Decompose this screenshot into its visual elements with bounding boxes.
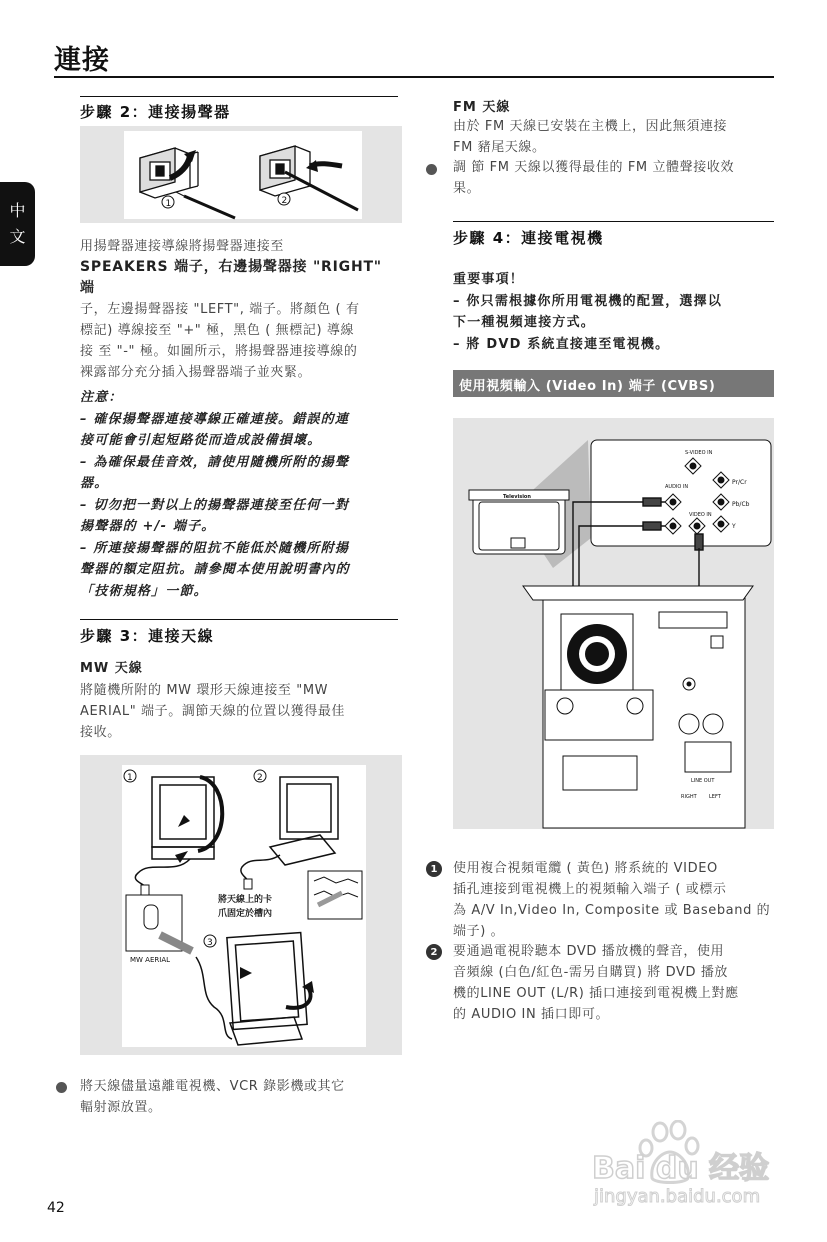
- item1-line-2: 插孔連接到電視機上的視頻輸入端子 ( 或標示: [453, 882, 727, 897]
- speaker-figure-label-2: 2: [281, 196, 288, 206]
- mw-line-3: 接收。: [80, 725, 121, 740]
- fm-bullet-line-2: 果。: [453, 181, 481, 196]
- speaker-figure: [80, 126, 402, 223]
- page-title: 連接: [54, 45, 110, 76]
- mw-line-2: AERIAL" 端子。調節天線的位置以獲得最佳: [80, 704, 346, 719]
- item2-line-4: 的 AUDIO IN 插口即可。: [453, 1007, 610, 1022]
- television-label: Television: [503, 494, 531, 500]
- baidu-url-text: jingyan.baidu.com: [594, 1186, 761, 1207]
- note-line-10: 「技術規格」一節。: [80, 583, 208, 599]
- item2-line-1: 要通過電視聆聽本 DVD 播放機的聲音，使用: [453, 944, 725, 959]
- antenna-label-1: 1: [127, 773, 133, 783]
- step2-line-2-text: SPEAKERS 端子，右邊揚聲器接 "RIGHT" 端: [80, 259, 382, 296]
- antenna-bullet-line-2: 輻射源放置。: [80, 1100, 162, 1115]
- cvbs-section-bar: 使用視頻輸入 (Video In) 端子 (CVBS): [453, 370, 774, 397]
- fm-bullet-icon: [426, 164, 437, 175]
- step2-line-3: 子，左邊揚聲器接 "LEFT", 端子。將顏色 ( 有: [80, 302, 360, 317]
- antenna-bullet-icon: [56, 1082, 67, 1093]
- step2-body: [80, 236, 398, 383]
- note-line-9: 聲器的額定阻抗。請參閱本使用說明書內的: [80, 562, 350, 577]
- tv-connection-figure: [453, 418, 774, 829]
- mw-heading: MW 天線: [80, 661, 143, 676]
- antenna-label-2: 2: [257, 773, 263, 783]
- note-line-6: – 切勿把一對以上的揚聲器連接至任何一對: [80, 497, 350, 513]
- language-side-tab: [0, 182, 35, 266]
- important-line-2: – 你只需根據你所用電視機的配置，選擇以: [453, 293, 723, 309]
- step4-rule: [453, 221, 774, 222]
- note-line-1: 注意：: [80, 390, 123, 405]
- antenna-caption-line-2: 爪固定於槽內: [218, 909, 273, 919]
- fm-bullet-text: [453, 157, 773, 199]
- note-line-5: 器。: [80, 476, 109, 491]
- step2-heading: 步驟 2：連接揚聲器: [80, 103, 231, 121]
- important-line-4: – 將 DVD 系統直接連至電視機。: [453, 336, 670, 352]
- item1-line-4: 端子) 。: [453, 924, 505, 939]
- y-label: Y: [732, 523, 736, 530]
- baidu-paw-logo: [590, 1120, 790, 1210]
- step4-item1: [453, 858, 775, 942]
- step2-line-5: 接 至 "-" 極。如圖所示，將揚聲器連接導線的: [80, 344, 358, 359]
- fm-line-1: 由於 FM 天線已安裝在主機上，因此無須連接: [453, 119, 728, 134]
- fm-heading: FM 天線: [453, 100, 511, 115]
- title-divider: [54, 76, 774, 78]
- step4-item2: [453, 941, 775, 1025]
- antenna-label-3: 3: [207, 938, 213, 948]
- important-line-3: 下一種視頻連接方式。: [453, 315, 596, 330]
- note-line-3: 接可能會引起短路從而造成設備損壞。: [80, 433, 322, 448]
- mw-body: [80, 680, 400, 743]
- important-line-1: 重要事項！: [453, 272, 525, 287]
- step2-notes: [80, 387, 400, 602]
- pr-cr-label: Pr/Cr: [732, 479, 747, 486]
- step-number-1-icon: 1: [426, 861, 442, 877]
- mw-antenna-illustration: [80, 755, 402, 1055]
- step2-line-1: 用揚聲器連接導線將揚聲器連接至: [80, 239, 285, 254]
- item2-line-3: 機的LINE OUT (L/R) 插口連接到電視機上對應: [453, 986, 739, 1001]
- side-tab-char-2: 文: [9, 227, 26, 246]
- step3-heading: 步驟 3：連接天線: [80, 627, 215, 645]
- step2-line-4: 標記) 導線接至 "+" 極，黑色 ( 無標記) 導線: [80, 323, 355, 338]
- right-label: RIGHT: [681, 794, 697, 800]
- step-number-2-icon: 2: [426, 944, 442, 960]
- step4-heading: 步驟 4：連接電視機: [453, 229, 604, 247]
- baidu-watermark: [590, 1120, 790, 1214]
- video-in-label: VIDEO IN: [689, 512, 712, 518]
- fm-bullet-line-1: 調 節 FM 天線以獲得最佳的 FM 立體聲接收效: [453, 160, 735, 175]
- baidu-brand-text: Bai du 经验: [592, 1151, 770, 1186]
- pb-cb-label: Pb/Cb: [732, 501, 750, 508]
- item2-line-2: 音頻線 (白色/紅色-需另自購買) 將 DVD 播放: [453, 965, 729, 980]
- mw-line-1: 將隨機所附的 MW 環形天線連接至 "MW: [80, 683, 329, 698]
- fm-line-2: FM 豬尾天線。: [453, 140, 546, 155]
- left-label: LEFT: [709, 794, 721, 800]
- step2-line-2: [80, 257, 398, 299]
- side-tab-char-1: 中: [9, 201, 26, 220]
- note-line-8: – 所連接揚聲器的阻抗不能低於隨機所附揚: [80, 540, 350, 556]
- step2-line-6: 裸露部分充分插入揚聲器端子並夾緊。: [80, 365, 312, 380]
- line-out-label: LINE OUT: [691, 778, 715, 784]
- antenna-caption-line-1: 將天線上的卡: [218, 895, 273, 905]
- antenna-bullet-line-1: 將天線儘量遠離電視機、VCR 錄影機或其它: [80, 1079, 345, 1094]
- item1-line-3: 為 A/V In,Video In, Composite 或 Baseband 的: [453, 903, 771, 918]
- s-video-in-label: S-VIDEO IN: [685, 450, 713, 456]
- step4-important: [453, 269, 778, 355]
- mw-aerial-terminal-label: MW AERIAL: [130, 956, 171, 964]
- antenna-figure: [80, 755, 402, 1055]
- item1-line-1: 使用複合視頻電纜 ( 黃色) 將系統的 VIDEO: [453, 861, 718, 876]
- note-line-2: – 確保揚聲器連接導線正確連接。錯誤的連: [80, 411, 350, 427]
- speaker-figure-label-1: 1: [165, 199, 172, 209]
- audio-in-label: AUDIO IN: [665, 484, 689, 490]
- page-number: 42: [47, 1200, 65, 1216]
- note-line-4: – 為確保最佳音效，請使用隨機所附的揚聲: [80, 454, 350, 470]
- fm-body: [453, 116, 773, 158]
- antenna-bullet-text: [80, 1076, 402, 1118]
- note-line-7: 揚聲器的 +/- 端子。: [80, 519, 216, 534]
- speaker-terminal-illustration: [80, 126, 402, 223]
- tv-connection-illustration: [453, 418, 774, 829]
- step2-rule: [80, 96, 398, 97]
- step3-rule: [80, 619, 398, 620]
